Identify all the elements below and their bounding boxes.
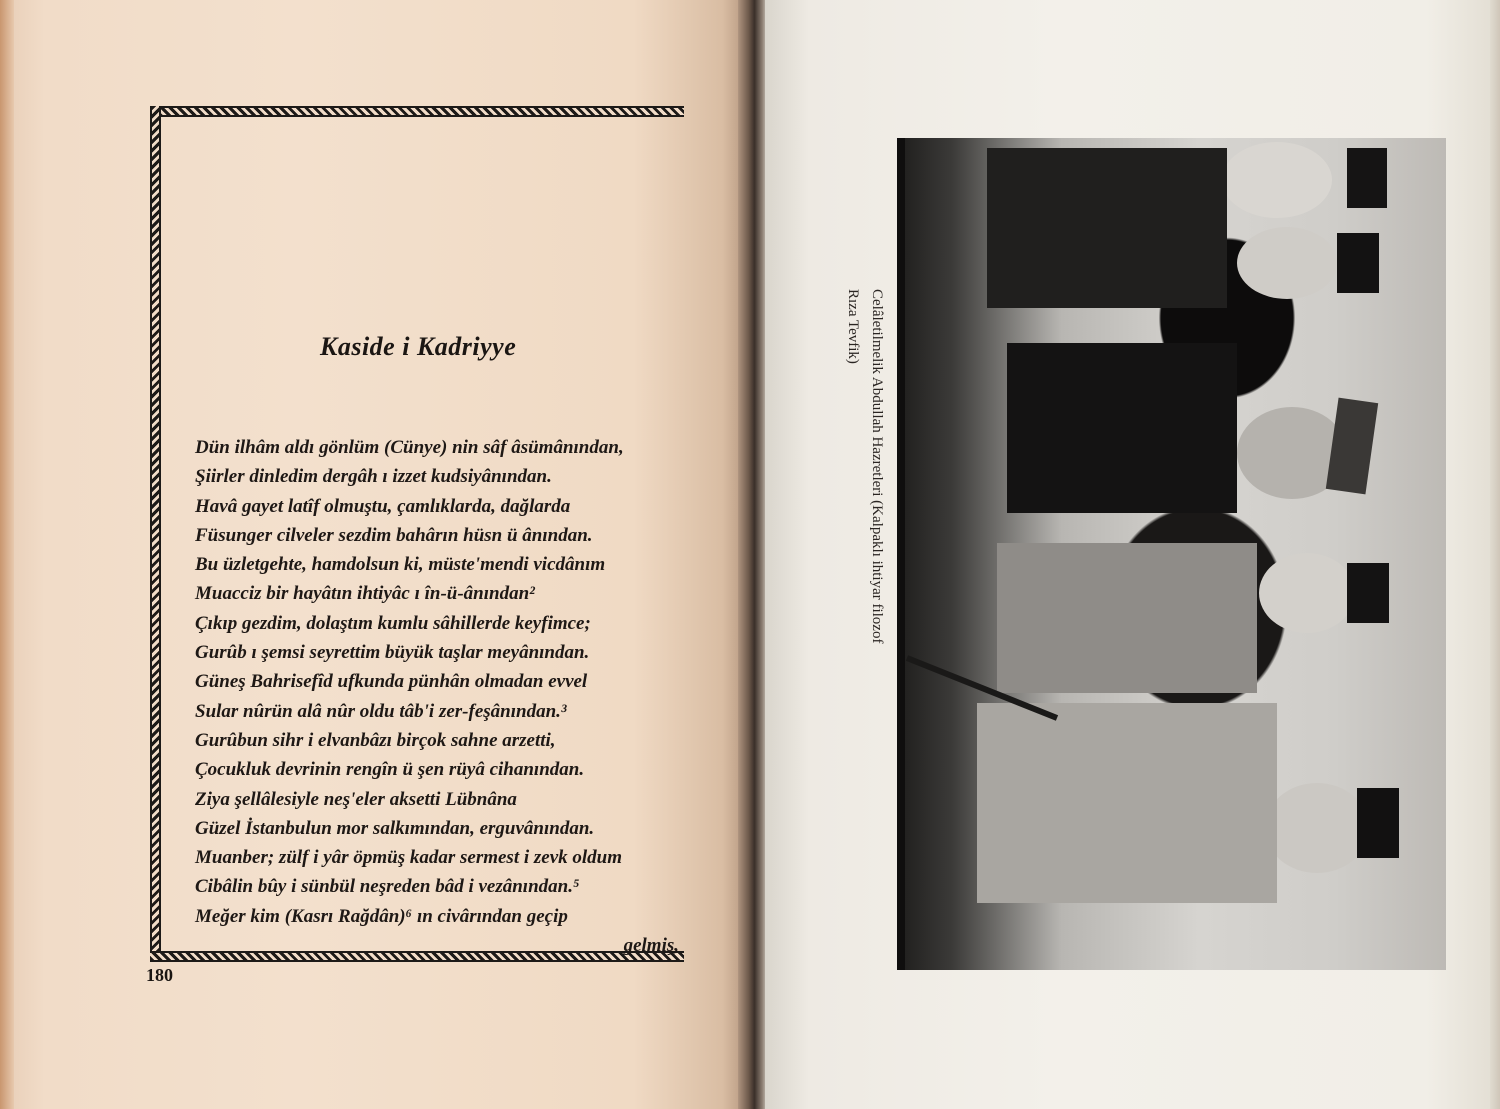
border-top [150,106,684,117]
photo-figures [897,138,1446,970]
poem-line: Güneş Bahrisefîd ufkunda pünhân olmadan evvel [195,671,588,693]
border-left [150,106,161,962]
poem-line: Bu üzletgehte, hamdolsun ki, müste'mendi vicdânım [195,554,606,576]
poem-line: Ziya şellâlesiyle neş'eler aksetti Lübnâna [195,788,517,810]
poem-line: Çıkıp gezdim, dolaştım kumlu sâhillerde keyfimce; [195,612,591,634]
poem-line: Sular nûrün alâ nûr oldu tâb'i zer-feşânından.³ [195,700,567,722]
poem-line: Muacciz bir hayâtın ihtiyâc ı în-ü-ânından² [195,583,535,605]
poem-line: Cibâlin bûy i sünbül neşreden bâd i vezânından.⁵ [195,876,580,898]
caption-line: Rıza Tevfik) [845,289,861,364]
poem-line: Meğer kim (Kasrı Rağdân)⁶ ın civârından geçip [195,905,568,927]
poem-line: Şiirler dinledim dergâh ı izzet kudsiyânından. [195,466,552,488]
caption-line: Celâletilmelik Abdullah Hazretleri (Kalpaklı ihtiyar filozof [869,289,885,644]
poem-line: Havâ gayet latîf olmuştu, çamlıklarda, dağlarda [195,495,571,517]
poem-line: Güzel İstanbulun mor salkımından, erguvânından. [195,817,595,839]
book-gutter [738,0,768,1109]
page-number: 180 [146,965,173,985]
left-page [0,0,745,1109]
poem-line: Muanber; zülf i yâr öpmüş kadar sermest i zevk oldum [195,847,623,869]
poem-line: Gurûbun sihr i elvanbâzı birçok sahne arzetti, [195,729,556,751]
poem-body [195,433,695,960]
poem-line: Çocukluk devrinin rengîn ü şen rüyâ cihanından. [195,759,585,781]
poem-title: Kaside i Kadriyye [320,332,517,361]
group-photograph [897,138,1446,970]
poem-line-continuation: gelmiş, [623,935,679,957]
poem-line: Dün ilhâm aldı gönlüm (Cünye) nin sâf âsümânından, [195,437,624,458]
poem-line: Füsunger cilveler sezdim bahârın hüsn ü ânından. [195,524,593,546]
photo-caption [835,290,895,810]
poem-line: Gurûb ı şemsi seyrettim büyük taşlar meyânından. [195,642,590,664]
